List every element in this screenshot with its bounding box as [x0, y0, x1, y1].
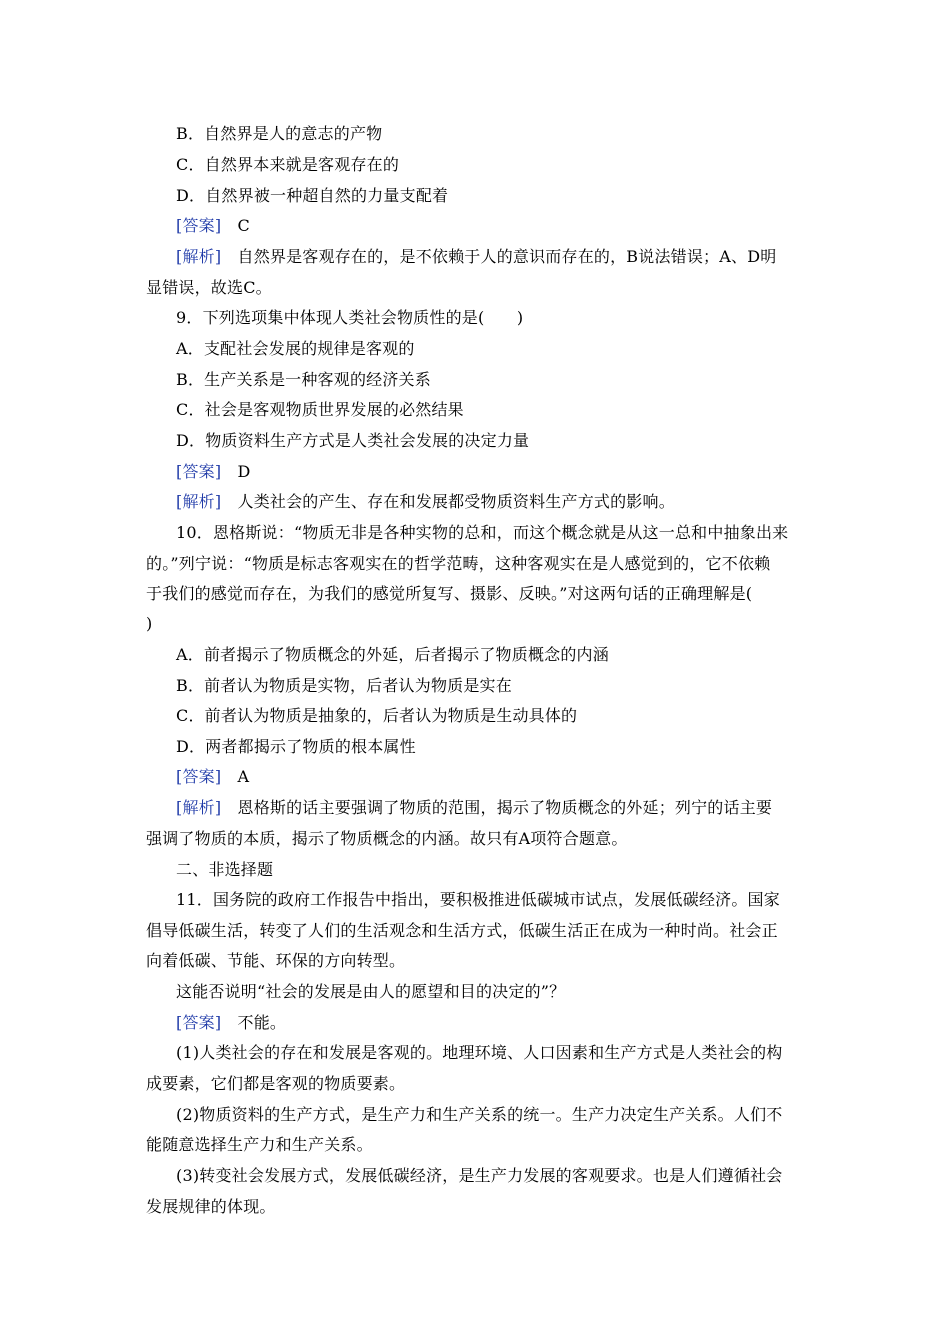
q8-answer: [176, 216, 250, 236]
section-heading: 二、非选择题: [176, 860, 274, 879]
q10-analysis-line-2: 强调了物质的本质，揭示了物质概念的内涵。故只有A项符合题意。: [146, 829, 628, 848]
q10-question-line-1: 10．恩格斯说：“物质无非是各种实物的总和，而这个概念就是从这一总和中抽象出来: [176, 523, 789, 542]
q8-option-d: D．自然界被一种超自然的力量支配着: [176, 186, 449, 205]
q11-point-1-line-2: 成要素，它们都是客观的物质要素。: [146, 1074, 406, 1093]
q9-question: 9．下列选项集中体现人类社会物质性的是( ): [176, 308, 524, 327]
q8-option-b: B．自然界是人的意志的产物: [176, 124, 383, 143]
q11-point-2-line-2: 能随意选择生产力和生产关系。: [146, 1135, 373, 1154]
q9-option-a: A．支配社会发展的规律是客观的: [176, 339, 415, 358]
q11-answer: [176, 1013, 286, 1033]
answer-tag: [答案]: [176, 462, 222, 481]
q11-point-3-line-1: (3)转变社会发展方式，发展低碳经济，是生产力发展的客观要求。也是人们遵循社会: [176, 1166, 783, 1185]
q11-question-line-4: 这能否说明“社会的发展是由人的愿望和目的决定的”？: [176, 982, 566, 1001]
answer-value: D: [237, 462, 251, 481]
answer-tag: [答案]: [176, 216, 222, 235]
answer-value: 不能。: [237, 1013, 287, 1032]
q10-option-b: B．前者认为物质是实物，后者认为物质是实在: [176, 676, 512, 695]
q11-point-3-line-2: 发展规律的体现。: [146, 1197, 276, 1216]
q8-analysis-line-1: [176, 247, 776, 267]
analysis-tag: [解析]: [176, 798, 222, 817]
analysis-tag: [解析]: [176, 247, 222, 266]
q9-analysis-line-1: [176, 492, 675, 512]
answer-tag: [答案]: [176, 1013, 222, 1032]
q10-question-line-2: 的。”列宁说：“物质是标志客观实在的哲学范畴，这种客观实在是人感觉到的，它不依赖: [146, 554, 771, 573]
q10-question-line-3: 于我们的感觉而存在，为我们的感觉所复写、摄影、反映。”对这两句话的正确理解是(: [146, 584, 753, 603]
q10-option-d: D．两者都揭示了物质的根本属性: [176, 737, 416, 756]
q11-point-1-line-1: (1)人类社会的存在和发展是客观的。地理环境、人口因素和生产方式是人类社会的构: [176, 1043, 783, 1062]
answer-value: A: [237, 767, 250, 786]
q9-answer: [176, 462, 251, 482]
q10-analysis-line-1: [176, 798, 772, 818]
q10-option-a: A．前者揭示了物质概念的外延，后者揭示了物质概念的内涵: [176, 645, 609, 664]
q9-option-b: B．生产关系是一种客观的经济关系: [176, 370, 431, 389]
analysis-text: 人类社会的产生、存在和发展都受物质资料生产方式的影响。: [237, 492, 675, 511]
q11-point-2-line-1: (2)物质资料的生产方式，是生产力和生产关系的统一。生产力决定生产关系。人们不: [176, 1105, 783, 1124]
answer-tag: [答案]: [176, 767, 222, 786]
q10-option-c: C．前者认为物质是抽象的，后者认为物质是生动具体的: [176, 706, 578, 725]
q9-option-c: C．社会是客观物质世界发展的必然结果: [176, 400, 464, 419]
q9-option-d: D．物质资料生产方式是人类社会发展的决定力量: [176, 431, 530, 450]
analysis-text: 恩格斯的话主要强调了物质的范围，揭示了物质概念的外延；列宁的话主要: [237, 798, 773, 817]
analysis-text: 自然界是客观存在的，是不依赖于人的意识而存在的，B说法错误；A、D明: [237, 247, 777, 266]
q11-question-line-2: 倡导低碳生活，转变了人们的生活观念和生活方式，低碳生活正在成为一种时尚。社会正: [146, 921, 778, 940]
q8-option-c: C．自然界本来就是客观存在的: [176, 155, 400, 174]
q8-analysis-line-2: 显错误，故选C。: [146, 278, 272, 297]
q10-answer: [176, 767, 249, 787]
analysis-tag: [解析]: [176, 492, 222, 511]
q11-question-line-1: 11．国务院的政府工作报告中指出，要积极推进低碳城市试点，发展低碳经济。国家: [176, 890, 780, 909]
q11-question-line-3: 向着低碳、节能、环保的方向转型。: [146, 951, 406, 970]
q10-question-line-4: ): [146, 614, 153, 633]
answer-value: C: [237, 216, 250, 235]
